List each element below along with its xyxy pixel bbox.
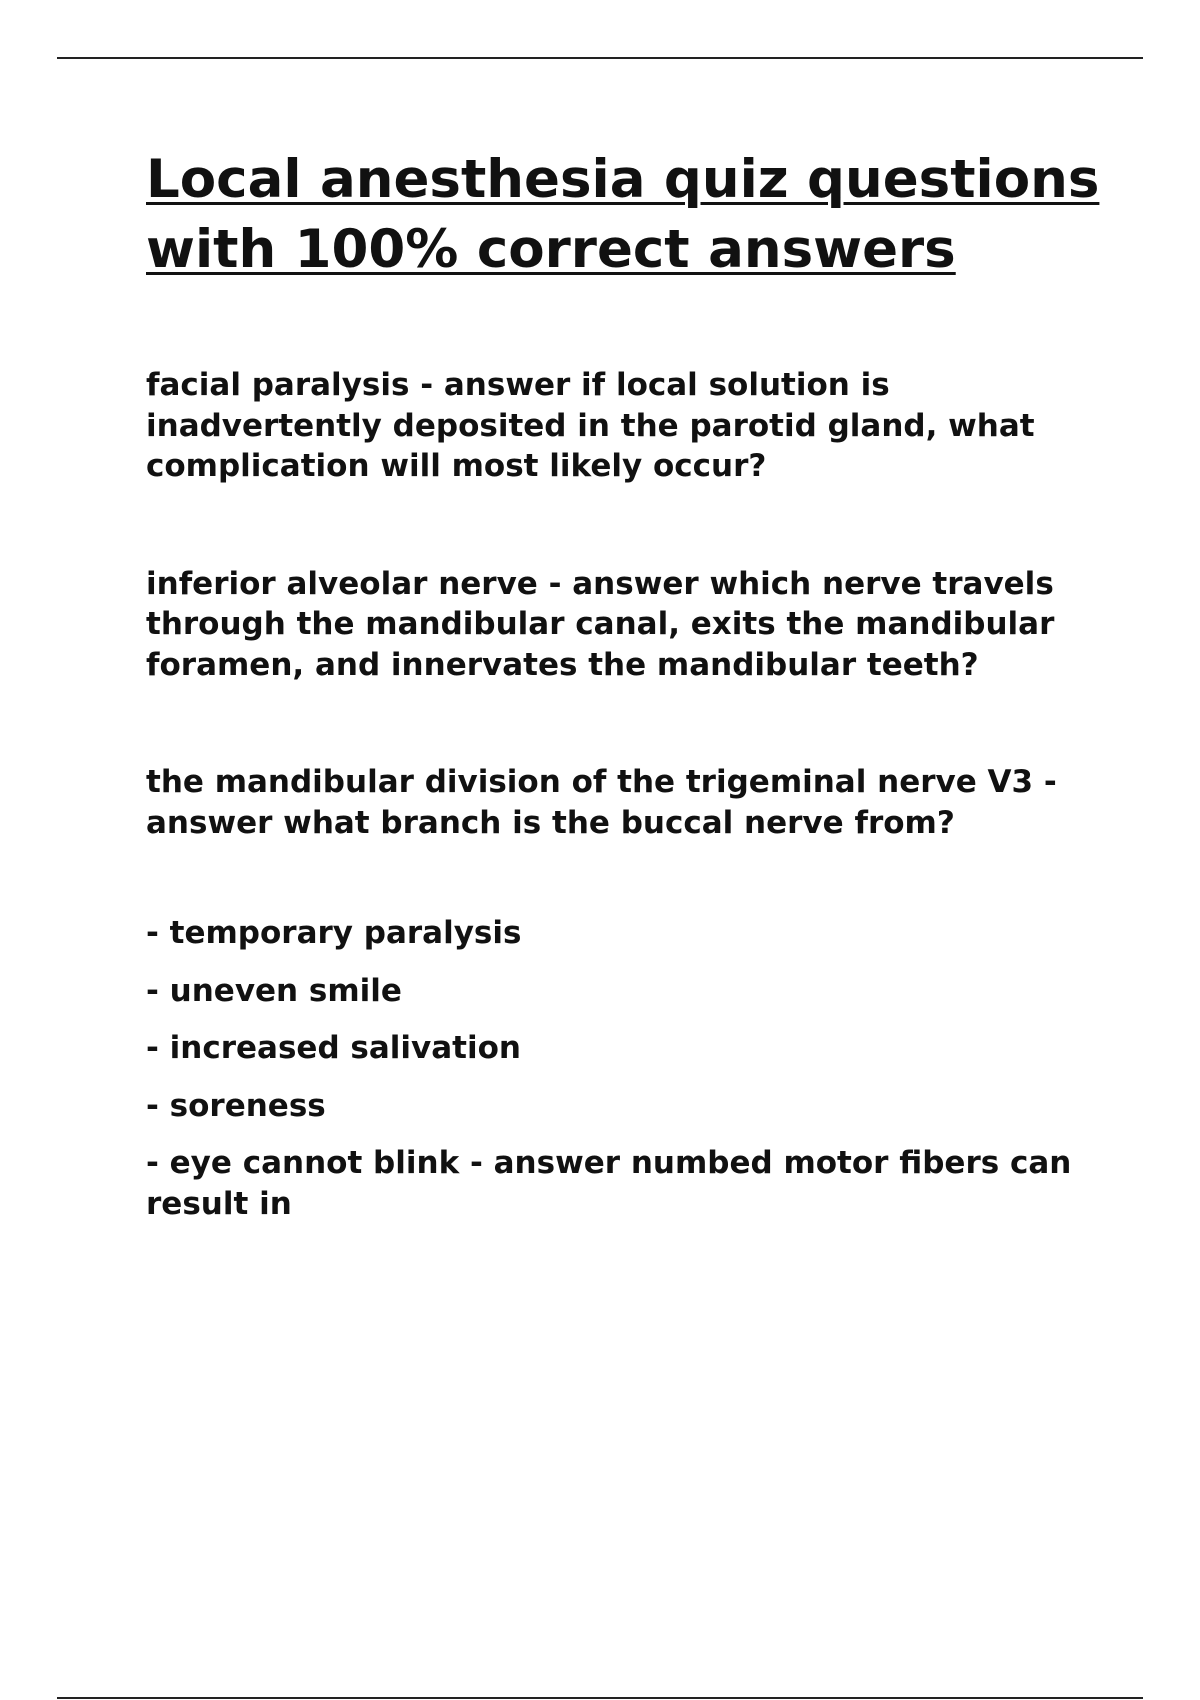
bullet-item: - eye cannot blink - answer numbed motor fibers can result in: [146, 1145, 1072, 1222]
bullet-item: - temporary paralysis: [146, 915, 522, 951]
bullet-item: - increased salivation: [146, 1030, 521, 1066]
qa-item-facial-paralysis: facial paralysis - answer if local solution is inadvertently deposited in the parotid gland, what complication will most likely occur?: [146, 367, 1035, 484]
qa-item-mandibular-division: the mandibular division of the trigeminal nerve V3 - answer what branch is the buccal nerve from?: [146, 764, 1057, 841]
bottom-rule: [57, 1697, 1143, 1699]
qa-item-inferior-alveolar-nerve: inferior alveolar nerve - answer which nerve travels through the mandibular canal, exits the mandibular foramen, and innervates the mandibular teeth?: [146, 565, 1055, 683]
document-body: [146, 145, 1106, 1241]
bullet-item: - uneven smile: [146, 972, 402, 1009]
bullet-list: [146, 913, 1106, 1224]
bullet-item: - soreness: [146, 1087, 326, 1124]
document-title: Local anesthesia quiz questions with 100% correct answers: [146, 149, 1100, 280]
top-rule: [57, 57, 1143, 59]
